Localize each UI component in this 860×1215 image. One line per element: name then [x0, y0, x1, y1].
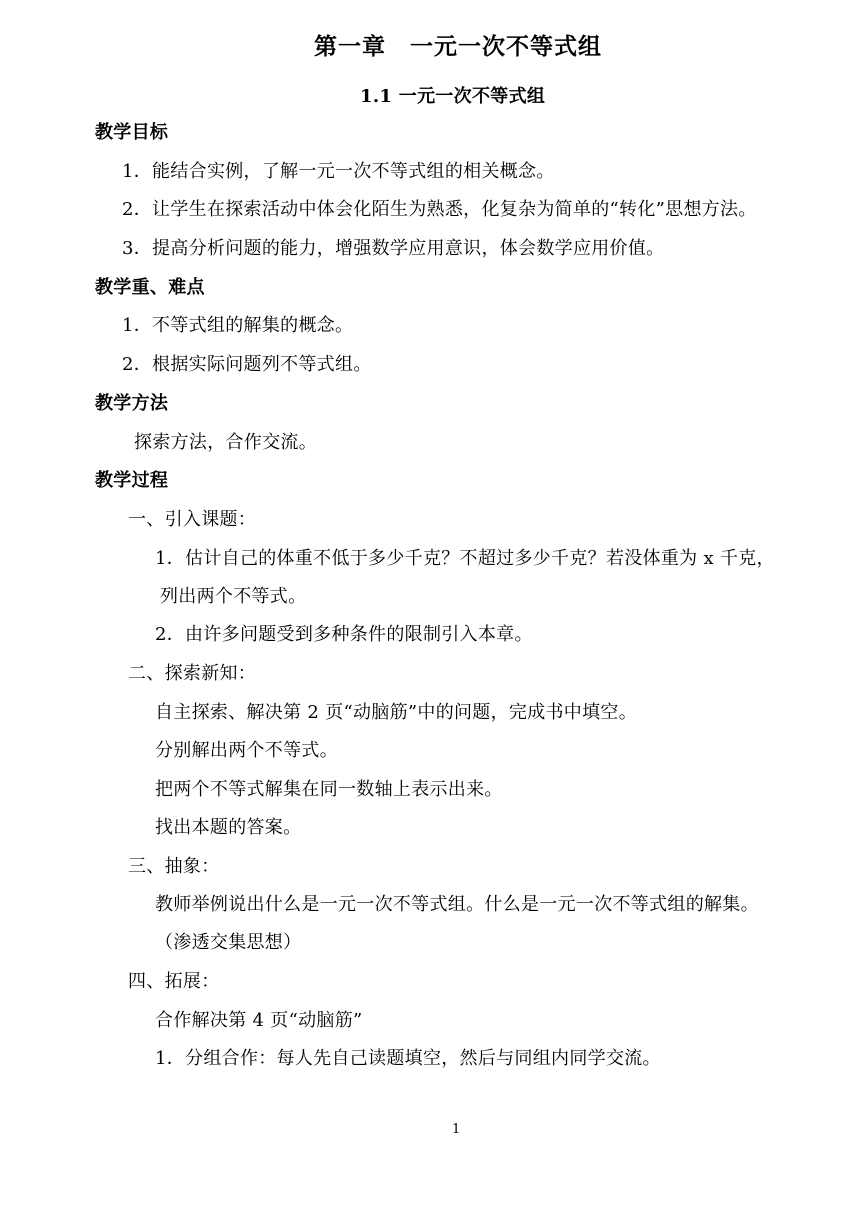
step-text: 找出本题的答案。 [155, 817, 302, 838]
step-text: 自主探索、解决第 2 页“动脑筋”中的问题，完成书中填空。 [155, 702, 637, 723]
chapter-title: 第一章 一元一次不等式组 [314, 33, 602, 60]
objective-item: 2．让学生在探索活动中体会化陌生为熟悉，化复杂为简单的“转化”思想方法。 [122, 199, 757, 220]
step-label: 一、引入课题： [128, 509, 257, 530]
step-label: 二、探索新知： [128, 663, 257, 684]
step-text: 1．分组合作：每人先自己读题填空，然后与同组内同学交流。 [155, 1048, 661, 1069]
page-number: 1 [452, 1122, 461, 1137]
step-text: （渗透交集思想） [155, 932, 302, 953]
key-points-heading: 教学重、难点 [95, 277, 205, 298]
objective-item: 1．能结合实例，了解一元一次不等式组的相关概念。 [122, 161, 555, 182]
objective-item: 3．提高分析问题的能力，增强数学应用意识，体会数学应用价值。 [122, 238, 665, 259]
step-text: 列出两个不等式。 [160, 586, 307, 607]
step-text: 2．由许多问题受到多种条件的限制引入本章。 [155, 624, 533, 645]
step-text: 把两个不等式解集在同一数轴上表示出来。 [155, 779, 503, 800]
step-text: 分别解出两个不等式。 [155, 740, 338, 761]
step-label: 三、抽象： [128, 856, 220, 877]
step-text: 合作解决第 4 页“动脑筋” [155, 1010, 363, 1031]
step-label: 四、拓展： [128, 971, 220, 992]
objectives-heading: 教学目标 [95, 122, 169, 143]
key-point-item: 2．根据实际问题列不等式组。 [122, 354, 372, 375]
methods-text: 探索方法，合作交流。 [134, 432, 317, 453]
step-text: 1．估计自己的体重不低于多少千克？不超过多少千克？若没体重为 x 千克， [155, 548, 775, 569]
methods-heading: 教学方法 [95, 393, 169, 414]
section-title: 1.1 一元一次不等式组 [360, 86, 546, 107]
step-text: 教师举例说出什么是一元一次不等式组。什么是一元一次不等式组的解集。 [155, 894, 759, 915]
process-heading: 教学过程 [95, 470, 169, 491]
key-point-item: 1．不等式组的解集的概念。 [122, 315, 354, 336]
